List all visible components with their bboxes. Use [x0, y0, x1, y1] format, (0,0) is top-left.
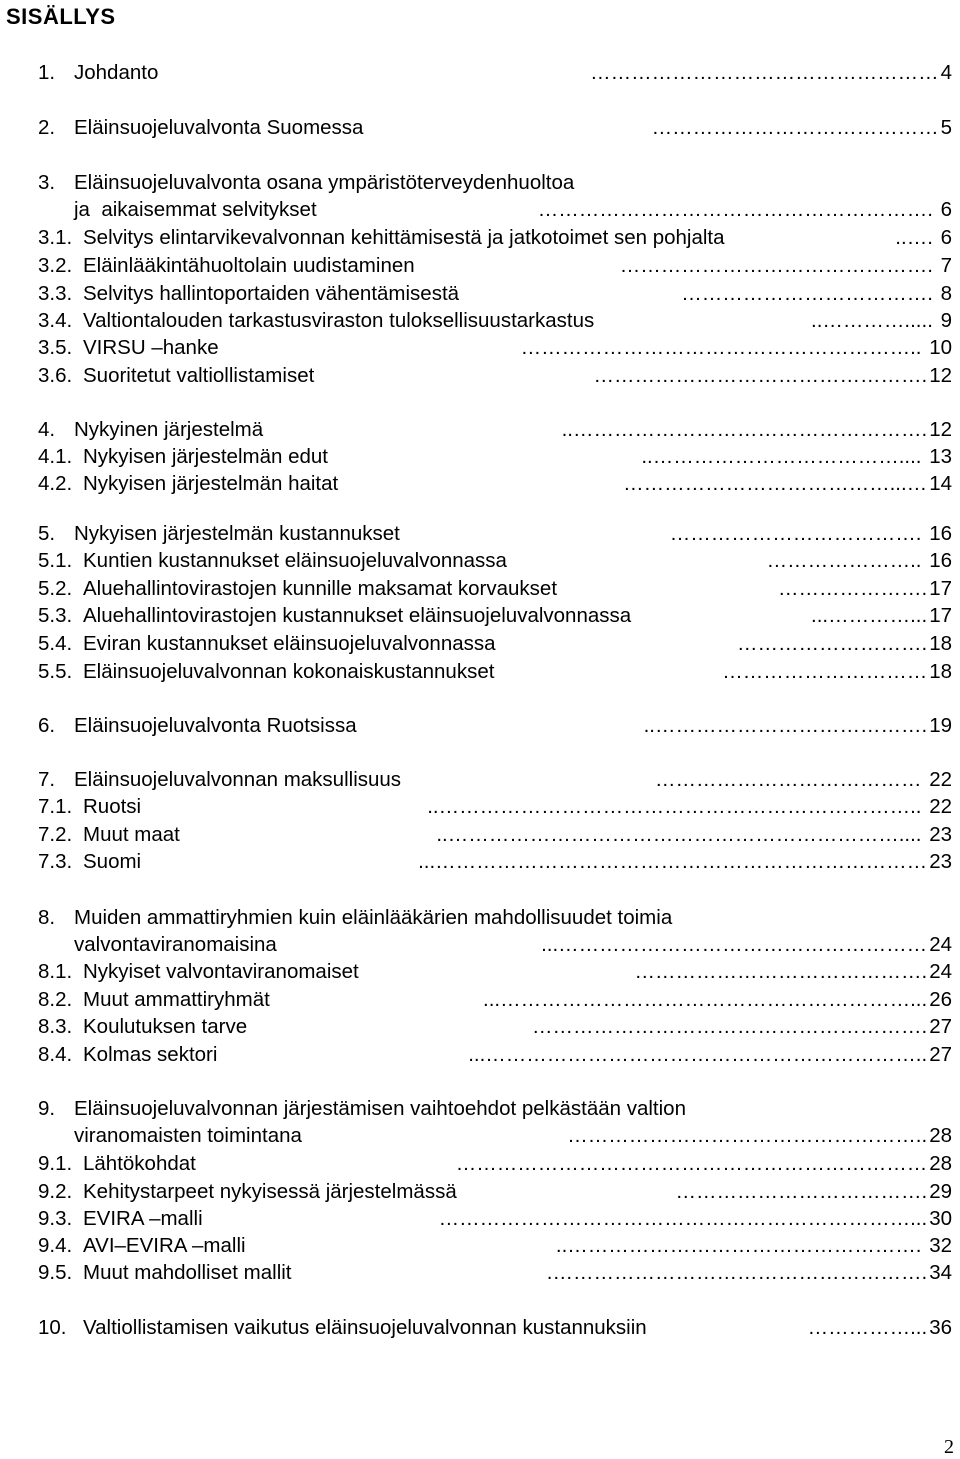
toc-entry	[38, 520, 952, 547]
toc-entry	[38, 712, 952, 739]
toc-entry-title: Muiden ammattiryhmien kuin eläinlääkärien mahdollisuudet toimia	[74, 906, 673, 929]
toc-entry-page: 18	[929, 660, 952, 683]
toc-entry-leader: ...…………...	[811, 604, 928, 627]
toc-entry-page: 29	[929, 1180, 952, 1203]
toc-entry	[38, 1178, 952, 1205]
toc-entry	[38, 307, 952, 334]
toc-entry	[38, 958, 952, 985]
toc-entry-page: 34	[929, 1261, 952, 1284]
toc-entry	[38, 416, 952, 443]
toc-entry-title: AVI–EVIRA –malli	[83, 1234, 246, 1257]
toc-entry-leader: ……………………………………………..	[567, 1124, 928, 1147]
toc-entry-number: 9.	[38, 1097, 56, 1120]
toc-entry-page: 24	[929, 960, 952, 983]
toc-entry-leader: ……………………….	[736, 632, 928, 655]
toc-entry-leader: ...………………………………………………	[541, 933, 928, 956]
toc-entry-title: Eviran kustannukset eläinsuojeluvalvonnassa	[83, 632, 496, 655]
toc-entry-page: 5	[940, 116, 952, 139]
toc-entry	[38, 362, 952, 389]
toc-entry-number: 4.2.	[38, 472, 73, 495]
toc-entry-page: 18	[929, 632, 952, 655]
toc-entry-page: 27	[929, 1015, 952, 1038]
toc-entry-number: 7.	[38, 768, 56, 791]
toc-entry-title: Eläinsuojeluvalvonta Suomessa	[74, 116, 364, 139]
toc-entry-title: Muut mahdolliset mallit	[83, 1261, 292, 1284]
toc-entry-title: Nykyisen järjestelmän kustannukset	[74, 522, 400, 545]
toc-entry-leader: ……………………………….	[669, 522, 922, 545]
toc-entry	[38, 1095, 952, 1122]
toc-entry-number: 6.	[38, 714, 56, 737]
toc-entry-page: 6	[934, 226, 952, 249]
toc-entry-leader: …………………………………...…	[623, 472, 928, 495]
toc-entry-leader: …………………..	[766, 549, 922, 572]
toc-entry-leader: ..…………………………………………….	[555, 1234, 922, 1257]
toc-entry	[38, 547, 952, 574]
toc-entry	[38, 114, 952, 141]
toc-entry-number: 8.1.	[38, 960, 73, 983]
toc-entry-title: Muut maat	[83, 823, 180, 846]
toc-entry-leader: ...………………………………………………………..	[468, 1043, 928, 1066]
toc-entry	[38, 169, 952, 196]
toc-entry-leader: …………………………	[722, 660, 928, 683]
toc-entry-number: 3.3.	[38, 282, 73, 305]
toc-entry-number: 9.2.	[38, 1180, 73, 1203]
toc-entry-leader: ...……………………………………………………...	[483, 988, 928, 1011]
toc-entry-leader: ………………….	[777, 577, 928, 600]
toc-entry	[38, 1013, 952, 1040]
toc-entry-number: 1.	[38, 61, 56, 84]
toc-entry-number: 4.1.	[38, 445, 73, 468]
toc-entry	[38, 793, 952, 820]
toc-entry-number: 3.	[38, 171, 56, 194]
toc-entry-title: Koulutuksen tarve	[83, 1015, 248, 1038]
toc-entry-number: 7.3.	[38, 850, 73, 873]
toc-entry-title: Kuntien kustannukset eläinsuojeluvalvonnassa	[83, 549, 507, 572]
toc-entry-title: Nykyiset valvontaviranomaiset	[83, 960, 359, 983]
toc-entry-title: Nykyisen järjestelmän haitat	[83, 472, 339, 495]
toc-entry-title: Aluehallintovirastojen kustannukset eläinsuojeluvalvonnassa	[83, 604, 632, 627]
toc-entry	[38, 1150, 952, 1177]
toc-entry-page: 27	[929, 1043, 952, 1066]
toc-entry-page: 36	[929, 1316, 952, 1339]
toc-entry-page: 12	[929, 418, 952, 441]
toc-entry-page: 4	[940, 61, 952, 84]
toc-entry-number: 3.2.	[38, 254, 73, 277]
toc-entry	[38, 848, 952, 875]
toc-entry-page: 19	[929, 714, 952, 737]
toc-entry-leader: ……………………………………………	[590, 61, 939, 84]
toc-entry-page: 16	[923, 522, 952, 545]
toc-entry-leader: ...………………………………………………………………	[418, 850, 928, 873]
toc-entry-title: Eläinsuojeluvalvonnan maksullisuus	[74, 768, 402, 791]
toc-entry-number: 9.5.	[38, 1261, 73, 1284]
toc-entry-page: 17	[929, 577, 952, 600]
toc-entry-number: 9.1.	[38, 1152, 73, 1175]
toc-entry-leader: ……………………………….	[675, 1180, 928, 1203]
toc-entry-title: Kehitystarpeet nykyisessä järjestelmässä	[83, 1180, 457, 1203]
toc-entry-title: Ruotsi	[83, 795, 142, 818]
toc-entry-title: viranomaisten toimintana	[74, 1124, 302, 1147]
toc-entry	[38, 280, 952, 307]
toc-entry	[38, 658, 952, 685]
toc-entry-leader: ..….	[895, 226, 933, 249]
toc-entry-page: 22	[923, 768, 952, 791]
toc-entry-leader: ……………………………………………………………	[455, 1152, 928, 1175]
toc-entry-number: 3.4.	[38, 309, 73, 332]
toc-entry	[38, 334, 952, 361]
toc-entry	[38, 931, 952, 958]
toc-entry-number: 3.5.	[38, 336, 73, 359]
toc-entry-leader: …………………………………	[655, 768, 922, 791]
toc-entry-page: 32	[923, 1234, 952, 1257]
toc-entry	[38, 470, 952, 497]
toc-entry-number: 5.5.	[38, 660, 73, 683]
toc-entry-leader: ..…………………………………………….	[561, 418, 928, 441]
toc-entry-page: 12	[929, 364, 952, 387]
toc-entry-title: Muut ammattiryhmät	[83, 988, 270, 1011]
toc-entry-page: 24	[929, 933, 952, 956]
toc-entry-leader: ..………………………………….	[643, 714, 928, 737]
toc-entry-leader: ………………………………………………….	[537, 198, 933, 221]
toc-entry-leader: ………………………………………….	[593, 364, 928, 387]
toc-entry-page: 7	[934, 254, 952, 277]
toc-entry-number: 4.	[38, 418, 56, 441]
toc-entry-page: 28	[929, 1124, 952, 1147]
toc-entry-number: 3.1.	[38, 226, 73, 249]
toc-entry-page: 28	[929, 1152, 952, 1175]
toc-entry	[38, 196, 952, 223]
toc-entry-page: 13	[923, 445, 952, 468]
toc-entry-title: EVIRA –malli	[83, 1207, 203, 1230]
toc-entry-number: 8.	[38, 906, 56, 929]
toc-entry-title: valvontaviranomaisina	[74, 933, 277, 956]
toc-entry-leader: .……………………………………………….	[546, 1261, 928, 1284]
page-heading: SISÄLLYS	[6, 4, 116, 29]
toc-entry-title: Eläinlääkintähuoltolain uudistaminen	[83, 254, 415, 277]
toc-entry-page: 8	[934, 282, 952, 305]
page-number: 2	[944, 1436, 954, 1458]
toc-entry-number: 2.	[38, 116, 56, 139]
toc-entry-page: 16	[923, 549, 952, 572]
toc-entry	[38, 904, 952, 931]
toc-entry-leader: ……………………………….	[681, 282, 933, 305]
toc-entry-title: VIRSU –hanke	[83, 336, 219, 359]
toc-entry-title: Suomi	[83, 850, 142, 873]
toc-entry-title: Nykyinen järjestelmä	[74, 418, 264, 441]
toc-entry-number: 9.4.	[38, 1234, 73, 1257]
toc-entry-page: 14	[929, 472, 952, 495]
toc-entry-number: 3.6.	[38, 364, 73, 387]
toc-entry-number: 8.3.	[38, 1015, 73, 1038]
toc-entry-leader: ..……………………………………………………………..	[427, 795, 922, 818]
toc-entry	[38, 224, 952, 251]
toc-entry-leader: ..………………………………....	[641, 445, 922, 468]
toc-entry	[38, 252, 952, 279]
toc-entry-leader: ……………………………………….	[619, 254, 933, 277]
toc-entry-page: 9	[934, 309, 952, 332]
toc-entry	[38, 1122, 952, 1149]
toc-entry-title: Selvitys elintarvikevalvonnan kehittämisestä ja jatkotoimet sen pohjalta	[83, 226, 725, 249]
toc-entry-page: 10	[923, 336, 952, 359]
toc-entry-title: Johdanto	[74, 61, 159, 84]
toc-entry-number: 10.	[38, 1316, 67, 1339]
toc-entry-number: 9.3.	[38, 1207, 73, 1230]
toc-entry	[38, 766, 952, 793]
toc-entry-page: 23	[923, 823, 952, 846]
toc-entry-leader: ..…………………………………………………………....	[436, 823, 922, 846]
toc-entry-leader: ..………….....	[811, 309, 933, 332]
toc-entry-number: 8.4.	[38, 1043, 73, 1066]
toc-entry-page: 17	[929, 604, 952, 627]
toc-entry-number: 7.2.	[38, 823, 73, 846]
toc-entry-title: Selvitys hallintoportaiden vähentämisestä	[83, 282, 460, 305]
toc-entry-number: 5.3.	[38, 604, 73, 627]
toc-entry-title: Valtiollistamisen vaikutus eläinsuojeluvalvonnan kustannuksiin	[83, 1316, 647, 1339]
toc-entry-leader: ……………...	[807, 1316, 928, 1339]
toc-entry-title: Valtiontalouden tarkastusviraston tuloksellisuustarkastus	[83, 309, 595, 332]
toc-entry-page: 30	[929, 1207, 952, 1230]
toc-entry-page: 22	[923, 795, 952, 818]
toc-entry-leader: ……………………………………………………………...	[438, 1207, 928, 1230]
toc-entry	[38, 986, 952, 1013]
toc-entry-title: Eläinsuojeluvalvonnan kokonaiskustannukset	[83, 660, 495, 683]
toc-entry	[38, 575, 952, 602]
toc-entry-title: Aluehallintovirastojen kunnille maksamat korvaukset	[83, 577, 558, 600]
toc-entry-number: 5.4.	[38, 632, 73, 655]
toc-entry	[38, 1314, 952, 1341]
toc-entry-page: 23	[929, 850, 952, 873]
toc-entry	[38, 1205, 952, 1232]
toc-entry-leader: …………………………………………………..	[520, 336, 922, 359]
toc-entry	[38, 1232, 952, 1259]
toc-entry	[38, 443, 952, 470]
toc-entry-number: 5.1.	[38, 549, 73, 572]
toc-entry-title: Lähtökohdat	[83, 1152, 196, 1175]
toc-entry-number: 5.2.	[38, 577, 73, 600]
toc-entry	[38, 59, 952, 86]
toc-entry-title: Nykyisen järjestelmän edut	[83, 445, 328, 468]
toc-entry-title: Eläinsuojeluvalvonnan järjestämisen vaihtoehdot pelkästään valtion	[74, 1097, 686, 1120]
toc-entry-title: Kolmas sektori	[83, 1043, 218, 1066]
toc-entry	[38, 602, 952, 629]
toc-entry-page: 26	[929, 988, 952, 1011]
toc-entry-leader: ……………………………………	[651, 116, 939, 139]
toc-entry-leader: ………………………………………………….	[531, 1015, 928, 1038]
toc-entry-number: 5.	[38, 522, 56, 545]
toc-entry	[38, 821, 952, 848]
toc-entry-number: 8.2.	[38, 988, 73, 1011]
toc-entry	[38, 630, 952, 657]
toc-entry-number: 7.1.	[38, 795, 73, 818]
toc-entry	[38, 1041, 952, 1068]
toc-entry	[38, 1259, 952, 1286]
toc-entry-leader: …………………………………….	[634, 960, 928, 983]
toc-entry-title: Suoritetut valtiollistamiset	[83, 364, 315, 387]
toc-entry-title: ja aikaisemmat selvitykset	[74, 198, 317, 221]
toc-entry-title: Eläinsuojeluvalvonta osana ympäristöterveydenhuoltoa	[74, 171, 575, 194]
toc-entry-title: Eläinsuojeluvalvonta Ruotsissa	[74, 714, 357, 737]
toc-entry-page: 6	[934, 198, 952, 221]
